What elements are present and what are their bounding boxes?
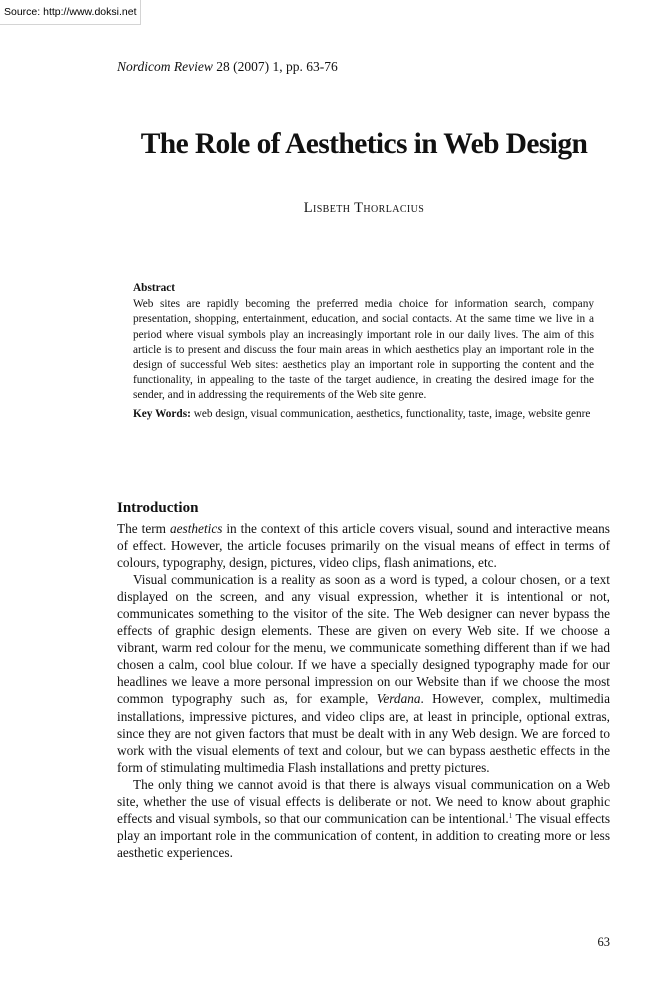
p3-text-b: The visual effects play an important role in the communication of content, in addition to creating more or less aesthetic experiences.: [117, 810, 610, 860]
p3-text-a: The only thing we cannot avoid is that there is always visual communication on a Web site, whether the use of visual effects is deliberate or not. We need to know about graphic effects and visual symbols, so that our communication can be intentional.: [117, 776, 610, 826]
journal-citation: [117, 59, 338, 75]
p2-emphasis: Verdana: [376, 691, 421, 707]
source-link[interactable]: Source: http://www.doksi.net: [4, 6, 137, 18]
abstract-heading: Abstract: [133, 282, 176, 294]
paragraph-2: [117, 571, 610, 776]
footnote-marker[interactable]: 1: [508, 811, 513, 820]
introduction-heading: Introduction: [117, 500, 199, 516]
paragraph-1: [117, 520, 610, 571]
abstract-block: [133, 281, 594, 422]
keywords-text: web design, visual communication, aesthetics, functionality, taste, image, website genre: [193, 407, 591, 420]
p1-text-b: in the context of this article covers visual, sound and interactive means of effect. However, the article focuses primarily on the visual means of effect in terms of colours, typography, design, pictures, video clips, flash animations, etc.: [117, 521, 610, 571]
source-label: [0, 0, 141, 25]
article-title: The Role of Aesthetics in Web Design: [140, 128, 588, 160]
p2-text-b: . However, complex, multimedia installations, impressive pictures, and video clips are, at least in principle, optional extras, since they are not given factors that must be dealt with in any Web design. We are forced to work with the visual elements of text and colour, but we can bypass aesthetic effects in the form of stimulating multimedia Flash installations and pretty pictures.: [117, 691, 611, 775]
journal-name: Nordicom Review: [117, 59, 213, 74]
journal-details: 28 (2007) 1, pp. 63-76: [216, 59, 338, 74]
keywords-label: Key Words:: [133, 407, 191, 420]
paragraph-3: [117, 776, 610, 861]
author-name: Lisbeth Thorlacius: [303, 200, 425, 216]
p1-emphasis: aesthetics: [169, 521, 223, 536]
keywords-line: [133, 407, 594, 422]
abstract-text: Web sites are rapidly becoming the preferred media choice for information search, company presentation, shopping, entertainment, education, and social contacts. At the same time we live in a period where visual symbols play an increasingly important role in our daily lives. The aim of this article is to present and discuss the four main areas in which aesthetics play an important role in the design of successful Web sites: aesthetics play an important role in supporting the content and the functionality, in appealing to the taste of the target audience, in creating the desired image for the sender, and in addressing the requirements of the Web site genre.: [133, 298, 594, 402]
p2-text-a: Visual communication is a reality as soon as a word is typed, a colour chosen, or a text displayed on the screen, and any visual expression, whether it is intentional or not, communicates something to the visitor of the site. The Web designer can never bypass the effects of graphic design elements. These are given on every Web site. If we choose a vibrant, warm red colour for the menu, we communicate something different than if we had chosen a calm, cool blue colour. If we have a specially designed typography made for our headlines we leave a more personal impression on our Website than if we choose the most common typography such as, for example,: [117, 572, 610, 707]
p1-text-a: The term: [117, 521, 170, 536]
body-text: [117, 520, 610, 861]
page-number: 63: [597, 935, 610, 949]
